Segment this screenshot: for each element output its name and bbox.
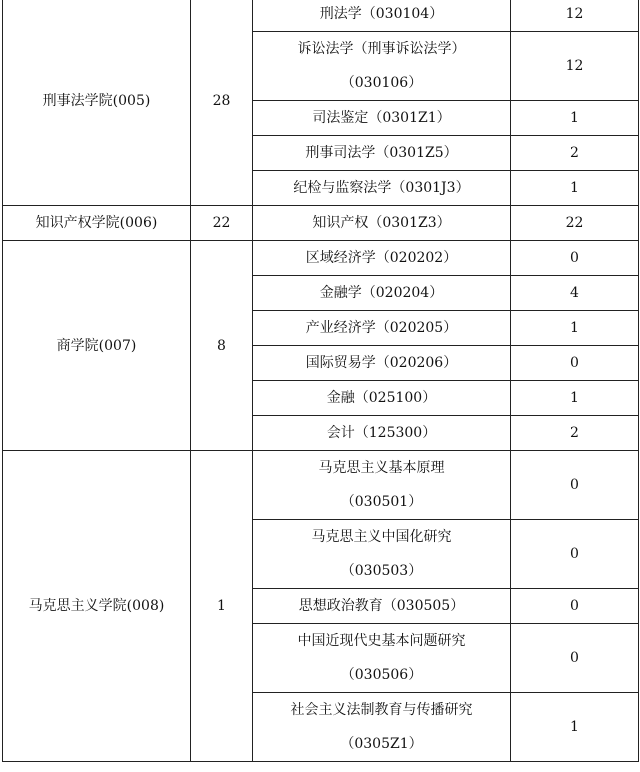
major-count-cell: 1 [511,693,639,762]
college-total-cell: 22 [191,206,253,241]
major-name-cell [253,101,511,136]
major-count-cell: 0 [511,451,639,520]
major-name-cell [253,136,511,171]
major-name-line: 金融学（020204） [319,285,444,301]
major-name-line: 刑事司法学（0301Z5） [305,145,458,161]
major-name-line: 国际贸易学（020206） [305,355,458,371]
major-count-cell: 0 [511,346,639,381]
table-row [3,241,639,276]
major-name-line: （030501） [340,494,423,510]
major-count-cell: 0 [511,520,639,589]
major-name-cell [253,171,511,206]
major-name-cell [253,624,511,693]
table-row [3,0,639,32]
major-name-line: 诉讼法学（刑事诉讼法学） [297,41,466,57]
major-name-line: 纪检与监察法学（0301J3） [293,180,470,196]
major-name-cell [253,311,511,346]
college-name-cell: 马克思主义学院(008) [3,451,191,762]
major-name-line: 马克思主义基本原理 [318,460,445,476]
college-name-cell: 商学院(007) [3,241,191,451]
major-name-cell [253,381,511,416]
major-name-cell [253,451,511,520]
major-name-line: 区域经济学（020202） [305,250,458,266]
major-name-cell [253,416,511,451]
major-name-line: 社会主义法制教育与传播研究 [290,702,473,718]
major-name-line: 思想政治教育（030505） [298,598,465,614]
major-count-cell: 1 [511,311,639,346]
major-name-line: 马克思主义中国化研究 [311,529,452,545]
major-name-line: 中国近现代史基本问题研究 [297,633,466,649]
major-name-cell [253,241,511,276]
college-name-cell: 知识产权学院(006) [3,206,191,241]
major-count-cell: 22 [511,206,639,241]
table-row [3,206,639,241]
major-count-cell: 0 [511,589,639,624]
major-name-line: 金融（025100） [326,390,437,406]
major-name-line: 刑法学（030104） [319,6,444,22]
table-row [3,451,639,520]
major-count-cell: 1 [511,381,639,416]
major-name-line: （030506） [340,667,423,683]
major-name-line: 会计（125300） [326,425,437,441]
major-name-cell [253,346,511,381]
college-total-cell: 1 [191,451,253,762]
college-total-cell: 28 [191,0,253,206]
table-body [3,0,639,762]
major-name-line: 司法鉴定（0301Z1） [312,110,451,126]
major-name-line: （030503） [340,563,423,579]
major-count-cell: 0 [511,241,639,276]
major-count-cell: 1 [511,101,639,136]
major-name-line: （030106） [340,75,423,91]
major-name-cell [253,206,511,241]
major-count-cell: 4 [511,276,639,311]
major-count-cell: 12 [511,32,639,101]
major-count-cell: 12 [511,0,639,32]
college-name-cell: 刑事法学院(005) [3,0,191,206]
major-count-cell: 1 [511,171,639,206]
college-total-cell: 8 [191,241,253,451]
major-name-line: （0305Z1） [340,736,423,752]
major-name-cell [253,0,511,32]
major-name-cell [253,520,511,589]
major-count-cell: 2 [511,136,639,171]
major-name-cell [253,589,511,624]
major-name-line: 产业经济学（020205） [305,320,458,336]
major-name-cell [253,276,511,311]
enrollment-table [2,0,639,762]
major-name-line: 知识产权（0301Z3） [312,215,451,231]
major-count-cell: 2 [511,416,639,451]
major-name-cell [253,693,511,762]
major-count-cell: 0 [511,624,639,693]
major-name-cell [253,32,511,101]
